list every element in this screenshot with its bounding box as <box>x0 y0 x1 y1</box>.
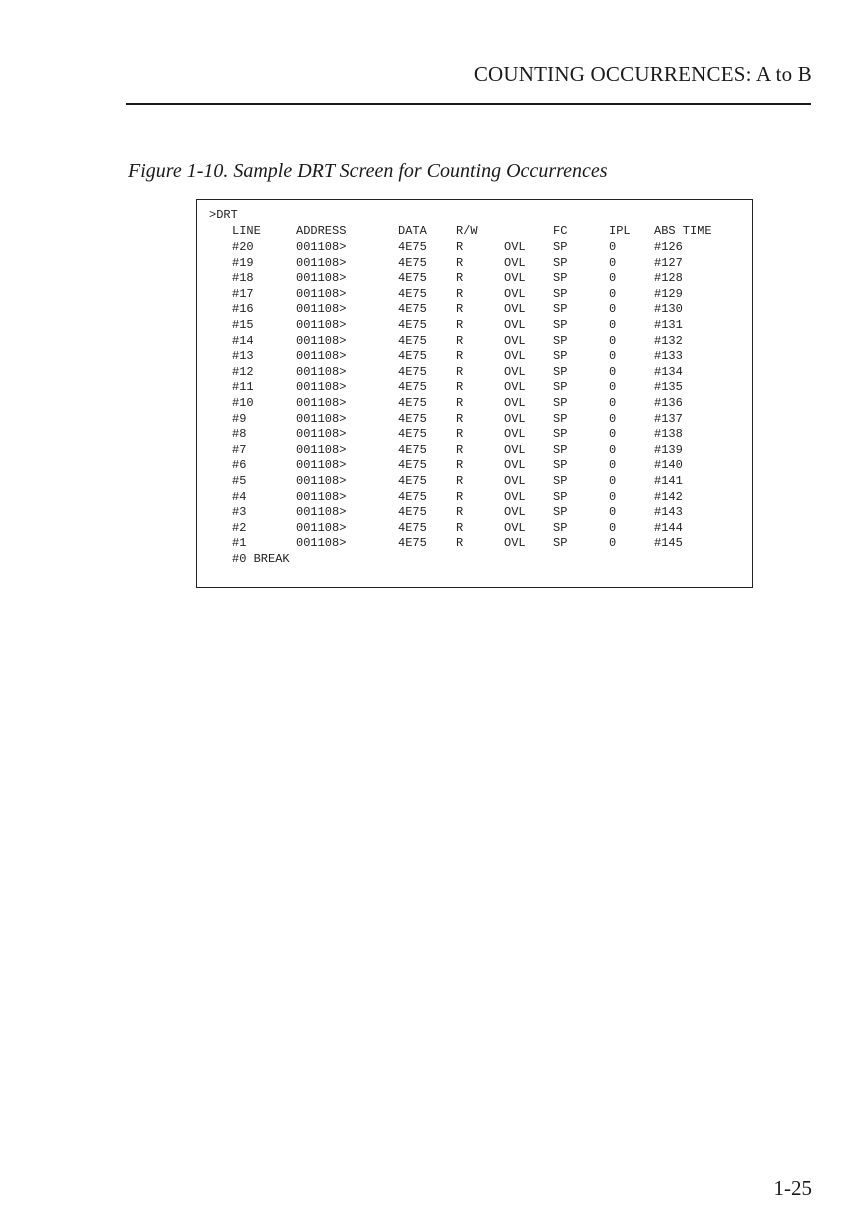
row-data: 4E75 <box>398 505 427 520</box>
row-ovl: OVL <box>504 442 526 457</box>
table-row <box>197 490 752 505</box>
row-ipl: 0 <box>609 255 617 270</box>
row-fc: SP <box>553 427 568 442</box>
table-row <box>197 256 752 271</box>
row-data: 4E75 <box>398 302 427 317</box>
row-data: 4E75 <box>398 474 427 488</box>
row-data: 4E75 <box>398 240 427 254</box>
row-fc: SP <box>553 536 568 551</box>
row-fc: SP <box>553 364 568 379</box>
row-address: 001108> <box>296 255 347 270</box>
row-line: #15 <box>232 318 254 332</box>
row-address: 001108> <box>296 271 347 286</box>
row-rw: R <box>456 364 464 379</box>
row-address: 001108> <box>296 286 347 301</box>
row-line: #13 <box>232 349 254 364</box>
row-fc: SP <box>553 286 568 301</box>
row-abs-time: #131 <box>654 318 683 332</box>
row-ipl: 0 <box>609 411 617 426</box>
row-address: 001108> <box>296 427 347 442</box>
row-ipl: 0 <box>609 489 617 504</box>
row-rw: R <box>456 240 464 254</box>
row-data: 4E75 <box>398 380 427 395</box>
row-rw: R <box>456 520 464 535</box>
row-abs-time: #137 <box>654 411 683 426</box>
row-abs-time: #129 <box>654 286 683 301</box>
row-ovl: OVL <box>504 458 526 473</box>
row-rw: R <box>456 271 464 286</box>
table-row <box>197 396 752 411</box>
row-abs-time: #141 <box>654 474 683 488</box>
row-data: 4E75 <box>398 489 427 504</box>
table-row <box>197 380 752 395</box>
table-row <box>197 349 752 364</box>
row-ovl: OVL <box>504 240 526 254</box>
row-fc: SP <box>553 505 568 520</box>
row-data: 4E75 <box>398 255 427 270</box>
column-header-row <box>197 224 752 239</box>
col-ipl-header: IPL <box>609 224 631 238</box>
drt-screen <box>196 199 753 588</box>
row-rw: R <box>456 286 464 301</box>
row-abs-time: #140 <box>654 458 683 473</box>
row-line: #1 <box>232 536 247 551</box>
row-ipl: 0 <box>609 318 617 332</box>
row-address: 001108> <box>296 349 347 364</box>
row-data: 4E75 <box>398 442 427 457</box>
row-address: 001108> <box>296 380 347 395</box>
row-ipl: 0 <box>609 333 617 348</box>
row-address: 001108> <box>296 364 347 379</box>
table-row <box>197 505 752 520</box>
row-ovl: OVL <box>504 318 526 332</box>
row-ovl: OVL <box>504 396 526 410</box>
row-ipl: 0 <box>609 302 617 317</box>
row-ipl: 0 <box>609 271 617 286</box>
row-data: 4E75 <box>398 411 427 426</box>
table-row <box>197 474 752 489</box>
row-fc: SP <box>553 411 568 426</box>
table-row <box>197 287 752 302</box>
row-ipl: 0 <box>609 505 617 520</box>
row-fc: SP <box>553 349 568 364</box>
row-ovl: OVL <box>504 255 526 270</box>
row-fc: SP <box>553 255 568 270</box>
row-fc: SP <box>553 333 568 348</box>
row-data: 4E75 <box>398 536 427 551</box>
row-abs-time: #142 <box>654 489 683 504</box>
row-fc: SP <box>553 271 568 286</box>
table-row <box>197 302 752 317</box>
row-rw: R <box>456 536 464 551</box>
row-fc: SP <box>553 489 568 504</box>
page-number: 1-25 <box>773 1176 812 1200</box>
row-ovl: OVL <box>504 427 526 442</box>
row-address: 001108> <box>296 442 347 457</box>
row-rw: R <box>456 396 464 410</box>
row-abs-time: #126 <box>654 240 683 254</box>
row-fc: SP <box>553 302 568 317</box>
row-ovl: OVL <box>504 271 526 286</box>
row-line: #18 <box>232 271 254 286</box>
row-line: #20 <box>232 240 254 254</box>
row-line: #16 <box>232 302 254 317</box>
row-abs-time: #144 <box>654 520 683 535</box>
row-rw: R <box>456 255 464 270</box>
col-data-header: DATA <box>398 224 427 238</box>
table-row <box>197 365 752 380</box>
row-line: #14 <box>232 333 254 348</box>
row-data: 4E75 <box>398 333 427 348</box>
row-fc: SP <box>553 458 568 473</box>
row-rw: R <box>456 318 464 332</box>
table-row <box>197 318 752 333</box>
row-line: #2 <box>232 520 247 535</box>
row-fc: SP <box>553 520 568 535</box>
row-line: #17 <box>232 286 254 301</box>
row-line: #11 <box>232 380 254 395</box>
row-address: 001108> <box>296 333 347 348</box>
row-rw: R <box>456 458 464 473</box>
row-data: 4E75 <box>398 318 427 332</box>
row-data: 4E75 <box>398 427 427 442</box>
row-fc: SP <box>553 396 568 410</box>
row-address: 001108> <box>296 302 347 317</box>
table-row <box>197 521 752 536</box>
row-address: 001108> <box>296 536 347 551</box>
figure-caption: Figure 1-10. Sample DRT Screen for Counting Occurrences <box>128 160 608 182</box>
row-rw: R <box>456 505 464 520</box>
row-ipl: 0 <box>609 396 617 410</box>
row-ovl: OVL <box>504 286 526 301</box>
row-address: 001108> <box>296 474 347 488</box>
row-data: 4E75 <box>398 458 427 473</box>
row-fc: SP <box>553 318 568 332</box>
row-ipl: 0 <box>609 474 617 488</box>
table-row <box>197 271 752 286</box>
row-ovl: OVL <box>504 302 526 317</box>
row-rw: R <box>456 427 464 442</box>
row-line: #9 <box>232 411 247 426</box>
row-address: 001108> <box>296 458 347 473</box>
row-abs-time: #132 <box>654 333 683 348</box>
row-fc: SP <box>553 442 568 457</box>
row-rw: R <box>456 333 464 348</box>
row-rw: R <box>456 411 464 426</box>
row-ovl: OVL <box>504 333 526 348</box>
row-abs-time: #145 <box>654 536 683 551</box>
row-ovl: OVL <box>504 536 526 551</box>
row-data: 4E75 <box>398 349 427 364</box>
row-line: #5 <box>232 474 247 488</box>
col-address-header: ADDRESS <box>296 224 347 238</box>
row-ipl: 0 <box>609 520 617 535</box>
row-line: #8 <box>232 427 247 442</box>
table-row <box>197 536 752 551</box>
row-fc: SP <box>553 240 568 254</box>
row-abs-time: #133 <box>654 349 683 364</box>
row-rw: R <box>456 442 464 457</box>
row-ipl: 0 <box>609 458 617 473</box>
table-row <box>197 443 752 458</box>
row-ipl: 0 <box>609 364 617 379</box>
row-data: 4E75 <box>398 520 427 535</box>
col-rw-header: R/W <box>456 224 478 238</box>
row-abs-time: #139 <box>654 442 683 457</box>
row-ipl: 0 <box>609 427 617 442</box>
row-line: #10 <box>232 396 254 410</box>
row-ovl: OVL <box>504 411 526 426</box>
row-ipl: 0 <box>609 286 617 301</box>
header-rule <box>126 103 811 105</box>
row-ovl: OVL <box>504 489 526 504</box>
drt-prompt: >DRT <box>209 208 238 222</box>
row-ipl: 0 <box>609 442 617 457</box>
break-line: #0 BREAK <box>232 552 290 566</box>
row-ovl: OVL <box>504 474 526 488</box>
row-ipl: 0 <box>609 380 617 395</box>
row-rw: R <box>456 489 464 504</box>
row-abs-time: #130 <box>654 302 683 317</box>
table-row <box>197 240 752 255</box>
row-address: 001108> <box>296 318 347 332</box>
row-line: #12 <box>232 364 254 379</box>
row-line: #7 <box>232 442 247 457</box>
row-rw: R <box>456 380 464 395</box>
row-data: 4E75 <box>398 364 427 379</box>
row-data: 4E75 <box>398 286 427 301</box>
row-line: #6 <box>232 458 247 473</box>
row-ipl: 0 <box>609 349 617 364</box>
row-abs-time: #127 <box>654 255 683 270</box>
row-abs-time: #128 <box>654 271 683 286</box>
col-fc-header: FC <box>553 224 568 238</box>
row-abs-time: #136 <box>654 396 683 410</box>
row-abs-time: #135 <box>654 380 683 395</box>
row-ovl: OVL <box>504 349 526 364</box>
row-address: 001108> <box>296 240 347 254</box>
row-address: 001108> <box>296 505 347 520</box>
row-abs-time: #134 <box>654 364 683 379</box>
running-header: COUNTING OCCURRENCES: A to B <box>473 62 812 86</box>
row-abs-time: #138 <box>654 427 683 442</box>
row-fc: SP <box>553 474 568 488</box>
row-data: 4E75 <box>398 396 427 410</box>
table-row <box>197 412 752 427</box>
col-line-header: LINE <box>232 224 261 238</box>
row-address: 001108> <box>296 520 347 535</box>
table-row <box>197 334 752 349</box>
col-abs-time-header: ABS TIME <box>654 224 712 238</box>
row-rw: R <box>456 474 464 488</box>
row-line: #4 <box>232 489 247 504</box>
row-line: #3 <box>232 505 247 520</box>
table-row <box>197 458 752 473</box>
row-address: 001108> <box>296 489 347 504</box>
row-ipl: 0 <box>609 240 617 254</box>
row-ovl: OVL <box>504 364 526 379</box>
row-line: #19 <box>232 255 254 270</box>
table-row <box>197 427 752 442</box>
row-rw: R <box>456 302 464 317</box>
row-rw: R <box>456 349 464 364</box>
row-data: 4E75 <box>398 271 427 286</box>
row-ovl: OVL <box>504 505 526 520</box>
row-abs-time: #143 <box>654 505 683 520</box>
row-ipl: 0 <box>609 536 617 551</box>
row-address: 001108> <box>296 396 347 410</box>
row-address: 001108> <box>296 411 347 426</box>
row-ovl: OVL <box>504 520 526 535</box>
row-fc: SP <box>553 380 568 395</box>
row-ovl: OVL <box>504 380 526 395</box>
